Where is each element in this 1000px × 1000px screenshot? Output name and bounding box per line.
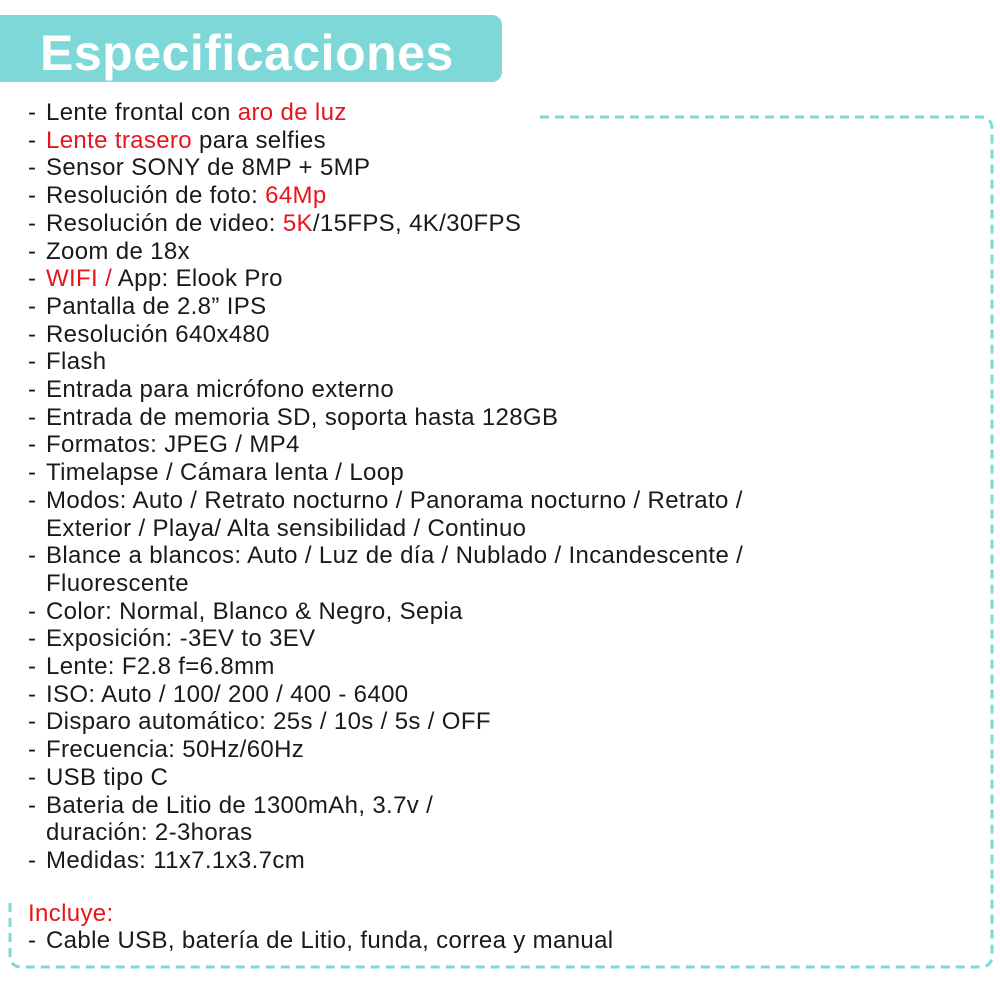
spec-item xyxy=(28,653,988,681)
bullet-dash: - xyxy=(28,154,37,182)
bullet-dash: - xyxy=(28,846,37,874)
spec-item xyxy=(28,792,988,847)
spec-item xyxy=(28,348,988,376)
spec-text: USB tipo C xyxy=(46,763,169,791)
spec-text: Pantalla de 2.8” IPS xyxy=(46,292,267,320)
spec-item xyxy=(28,99,988,127)
spec-item xyxy=(28,376,988,404)
spec-highlight: aro de luz xyxy=(237,99,347,126)
includes-heading: Incluye: xyxy=(28,900,114,927)
bullet-dash: - xyxy=(28,597,37,625)
spec-text: Bateria de Litio de 1300mAh, 3.7v / xyxy=(46,791,434,819)
spec-item xyxy=(28,404,988,432)
spec-item xyxy=(28,182,988,210)
bullet-dash: - xyxy=(28,209,37,237)
spec-item xyxy=(28,736,988,764)
bullet-dash: - xyxy=(28,292,37,320)
spec-item xyxy=(28,708,988,736)
spec-text: Modos: Auto / Retrato nocturno / Panorama nocturno / Retrato / xyxy=(46,486,743,514)
title-banner xyxy=(0,15,502,82)
spec-item xyxy=(28,487,988,542)
bullet-dash: - xyxy=(28,653,37,681)
spec-item xyxy=(28,265,988,293)
spec-text: App: Elook Pro xyxy=(117,265,283,293)
spec-item xyxy=(28,431,988,459)
bullet-dash: - xyxy=(28,320,37,348)
spec-text: Disparo automático: 25s / 10s / 5s / OFF xyxy=(46,708,491,736)
spec-text: Timelapse / Cámara lenta / Loop xyxy=(46,459,405,487)
spec-text: para selfies xyxy=(191,126,326,154)
spec-text: Resolución 640x480 xyxy=(46,320,270,348)
spec-continuation: Fluorescente xyxy=(46,569,189,597)
includes-item xyxy=(28,927,614,955)
bullet-dash: - xyxy=(28,376,37,404)
spec-text: Lente frontal con xyxy=(46,99,238,126)
spec-item xyxy=(28,238,988,266)
spec-text: /15FPS, 4K/30FPS xyxy=(312,209,522,237)
spec-item xyxy=(28,210,988,238)
spec-text: Blance a blancos: Auto / Luz de día / Nublado / Incandescente / xyxy=(46,542,744,570)
bullet-dash: - xyxy=(28,431,37,459)
bullet-dash: - xyxy=(28,126,37,154)
spec-text: Entrada de memoria SD, soporta hasta 128GB xyxy=(46,403,559,431)
spec-highlight: 64Mp xyxy=(265,182,327,210)
spec-text: ISO: Auto / 100/ 200 / 400 - 6400 xyxy=(46,680,409,708)
spec-highlight: WIFI / xyxy=(46,265,118,293)
page-title: Especificaciones xyxy=(40,25,454,81)
bullet-dash: - xyxy=(28,99,37,126)
bullet-dash: - xyxy=(28,265,37,293)
spec-list xyxy=(28,99,988,875)
spec-text: Color: Normal, Blanco & Negro, Sepia xyxy=(46,597,463,625)
spec-item xyxy=(28,127,988,155)
includes-list xyxy=(28,927,614,955)
spec-text: Formatos: JPEG / MP4 xyxy=(46,431,300,459)
spec-item xyxy=(28,847,988,875)
spec-item xyxy=(28,681,988,709)
spec-text: Frecuencia: 50Hz/60Hz xyxy=(46,736,305,764)
bullet-dash: - xyxy=(28,237,37,265)
bullet-dash: - xyxy=(28,459,37,487)
bullet-dash: - xyxy=(28,927,37,954)
bullet-dash: - xyxy=(28,542,37,570)
spec-item xyxy=(28,459,988,487)
spec-text: Sensor SONY de 8MP + 5MP xyxy=(46,154,371,182)
spec-continuation: duración: 2-3horas xyxy=(46,819,253,847)
bullet-dash: - xyxy=(28,486,37,514)
spec-highlight: 5K xyxy=(282,209,313,237)
spec-item xyxy=(28,598,988,626)
includes-text: Cable USB, batería de Litio, funda, correa y manual xyxy=(46,927,614,954)
spec-text: Exposición: -3EV to 3EV xyxy=(46,625,316,653)
spec-continuation: Exterior / Playa/ Alta sensibilidad / Continuo xyxy=(46,514,527,542)
bullet-dash: - xyxy=(28,625,37,653)
bullet-dash: - xyxy=(28,403,37,431)
spec-text: Resolución de foto: xyxy=(46,182,266,210)
bullet-dash: - xyxy=(28,182,37,210)
spec-item xyxy=(28,293,988,321)
spec-text: Entrada para micrófono externo xyxy=(46,376,395,404)
spec-text: Medidas: 11x7.1x3.7cm xyxy=(46,846,306,874)
spec-item xyxy=(28,154,988,182)
bullet-dash: - xyxy=(28,736,37,764)
spec-item xyxy=(28,764,988,792)
spec-text: Resolución de video: xyxy=(46,209,283,237)
spec-item xyxy=(28,542,988,597)
spec-highlight: Lente trasero xyxy=(46,126,192,154)
spec-text: Flash xyxy=(46,348,107,376)
bullet-dash: - xyxy=(28,348,37,376)
bullet-dash: - xyxy=(28,791,37,819)
spec-text: Zoom de 18x xyxy=(46,237,190,265)
bullet-dash: - xyxy=(28,708,37,736)
bullet-dash: - xyxy=(28,763,37,791)
spec-text: Lente: F2.8 f=6.8mm xyxy=(46,653,275,681)
spec-item xyxy=(28,321,988,349)
bullet-dash: - xyxy=(28,680,37,708)
spec-item xyxy=(28,625,988,653)
